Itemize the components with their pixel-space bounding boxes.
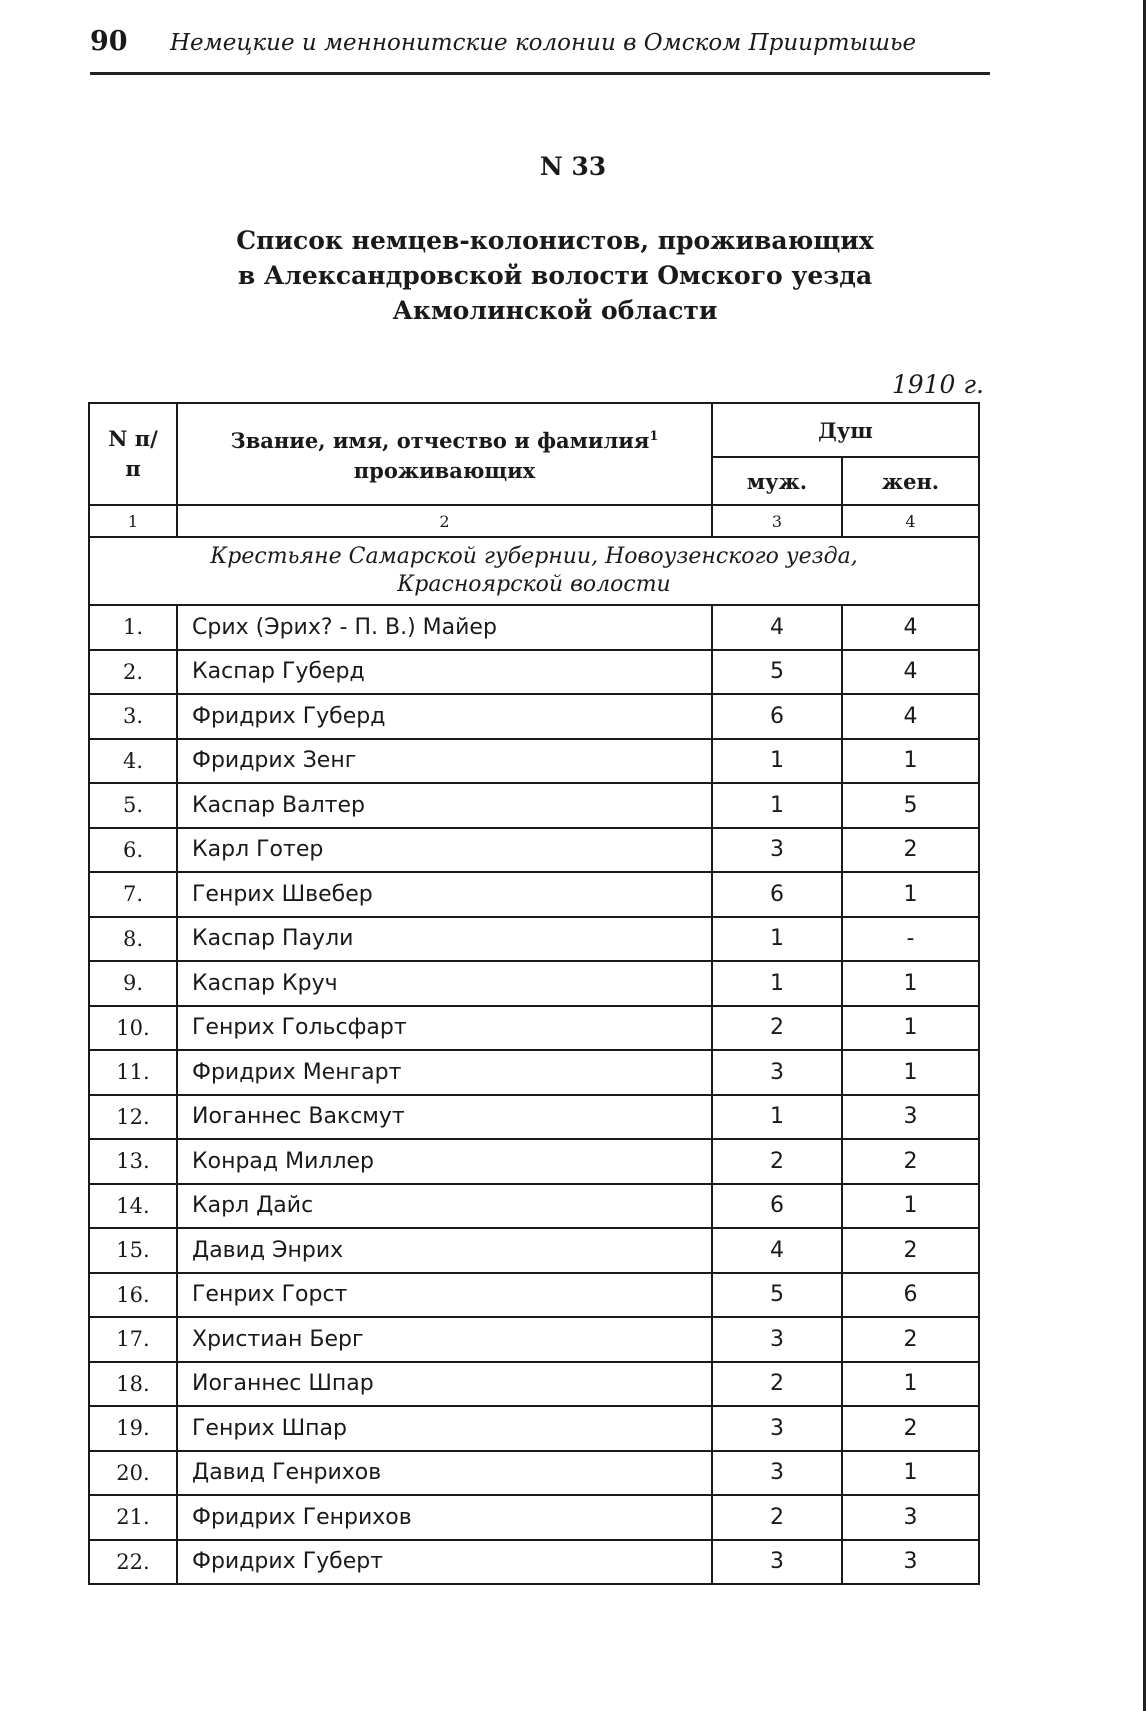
male-count: 5 [712,650,842,695]
table-row [89,1006,979,1051]
male-count: 1 [712,739,842,784]
female-count: 5 [842,783,979,828]
person-name: Давид Энрих [177,1228,712,1273]
row-number: 12. [89,1095,177,1140]
colonists-table [88,402,980,1585]
row-number: 5. [89,783,177,828]
column-number: 3 [712,505,842,537]
row-number: 11. [89,1050,177,1095]
table-row [89,1406,979,1451]
row-number: 6. [89,828,177,873]
female-count: 1 [842,1184,979,1229]
person-name: Фридрих Зенг [177,739,712,784]
row-number: 18. [89,1362,177,1407]
table-row [89,1095,979,1140]
male-count: 3 [712,1406,842,1451]
table-row [89,694,979,739]
person-name: Каспар Паули [177,917,712,962]
female-count: 3 [842,1495,979,1540]
header-num [89,403,177,505]
female-count: 1 [842,1451,979,1496]
table-row [89,739,979,784]
person-name: Карл Дайс [177,1184,712,1229]
document-title-line: в Александровской волости Омского уезда [237,261,873,290]
table-row [89,1495,979,1540]
male-count: 6 [712,694,842,739]
running-title: Немецкие и меннонитские колонии в Омском Прииртышье [170,30,917,56]
page-number: 90 [90,26,128,57]
female-count: 1 [842,1006,979,1051]
row-number: 8. [89,917,177,962]
table-row [89,1139,979,1184]
header-female: жен. [842,457,979,505]
person-name: Давид Генрихов [177,1451,712,1496]
row-number: 10. [89,1006,177,1051]
document-title-line: Акмолинской области [392,296,718,325]
column-number: 2 [177,505,712,537]
person-name: Генрих Горст [177,1273,712,1318]
female-count: 2 [842,1406,979,1451]
header-souls: Душ [712,403,979,457]
male-count: 2 [712,1495,842,1540]
male-count: 4 [712,605,842,650]
person-name: Иоганнес Ваксмут [177,1095,712,1140]
person-name: Фридрих Губерд [177,694,712,739]
header-num-label: N п/п [108,426,158,481]
row-number: 2. [89,650,177,695]
female-count: 3 [842,1540,979,1585]
male-count: 3 [712,1050,842,1095]
section-title [89,537,979,605]
table-row [89,917,979,962]
table-row [89,783,979,828]
table-row [89,828,979,873]
female-count: 2 [842,1139,979,1184]
female-count: - [842,917,979,962]
column-number: 1 [89,505,177,537]
person-name: Каспар Губерд [177,650,712,695]
person-name: Христиан Берг [177,1317,712,1362]
person-name: Карл Готер [177,828,712,873]
footnote-mark: 1 [649,429,659,444]
person-name: Срих (Эрих? - П. В.) Майер [177,605,712,650]
row-number: 17. [89,1317,177,1362]
document-year: 1910 г. [891,370,984,399]
column-number: 4 [842,505,979,537]
person-name: Генрих Швебер [177,872,712,917]
person-name: Фридрих Губерт [177,1540,712,1585]
male-count: 3 [712,1540,842,1585]
document-number: N 33 [539,152,607,181]
table-row [89,872,979,917]
section-title-line: Крестьяне Самарской губернии, Новоузенского уезда, [210,544,858,569]
table-row [89,1273,979,1318]
row-number: 7. [89,872,177,917]
page-header [90,22,990,75]
female-count: 2 [842,828,979,873]
header-name-label-2: проживающих [353,458,536,483]
row-number: 19. [89,1406,177,1451]
female-count: 1 [842,1050,979,1095]
row-number: 15. [89,1228,177,1273]
male-count: 3 [712,828,842,873]
table-row [89,650,979,695]
female-count: 1 [842,739,979,784]
table-row [89,961,979,1006]
table-row [89,1228,979,1273]
table-row [89,1540,979,1585]
male-count: 2 [712,1006,842,1051]
person-name: Конрад Миллер [177,1139,712,1184]
document-title-line: Список немцев-колонистов, проживающих [236,226,874,255]
person-name: Иоганнес Шпар [177,1362,712,1407]
male-count: 2 [712,1362,842,1407]
male-count: 2 [712,1139,842,1184]
row-number: 4. [89,739,177,784]
person-name: Каспар Валтер [177,783,712,828]
male-count: 1 [712,961,842,1006]
table-row [89,1317,979,1362]
female-count: 4 [842,605,979,650]
male-count: 1 [712,1095,842,1140]
header-male: муж. [712,457,842,505]
table-row [89,1362,979,1407]
male-count: 1 [712,783,842,828]
female-count: 4 [842,694,979,739]
person-name: Фридрих Менгарт [177,1050,712,1095]
colonists-table-container [88,402,978,1585]
row-number: 13. [89,1139,177,1184]
row-number: 16. [89,1273,177,1318]
row-number: 21. [89,1495,177,1540]
row-number: 20. [89,1451,177,1496]
header-name [177,403,712,505]
person-name: Генрих Шпар [177,1406,712,1451]
female-count: 2 [842,1317,979,1362]
person-name: Каспар Круч [177,961,712,1006]
male-count: 3 [712,1451,842,1496]
female-count: 1 [842,961,979,1006]
female-count: 2 [842,1228,979,1273]
table-row [89,1451,979,1496]
male-count: 3 [712,1317,842,1362]
male-count: 4 [712,1228,842,1273]
table-row [89,605,979,650]
male-count: 6 [712,872,842,917]
table-row [89,1184,979,1229]
person-name: Генрих Гольсфарт [177,1006,712,1051]
row-number: 22. [89,1540,177,1585]
female-count: 3 [842,1095,979,1140]
header-name-label: Звание, имя, отчество и фамилия [230,428,650,453]
male-count: 5 [712,1273,842,1318]
row-number: 1. [89,605,177,650]
female-count: 4 [842,650,979,695]
female-count: 6 [842,1273,979,1318]
male-count: 6 [712,1184,842,1229]
section-title-line: Красноярской волости [397,572,671,597]
row-number: 9. [89,961,177,1006]
document-title [120,223,990,328]
row-number: 14. [89,1184,177,1229]
female-count: 1 [842,1362,979,1407]
male-count: 1 [712,917,842,962]
female-count: 1 [842,872,979,917]
person-name: Фридрих Генрихов [177,1495,712,1540]
table-row [89,1050,979,1095]
row-number: 3. [89,694,177,739]
